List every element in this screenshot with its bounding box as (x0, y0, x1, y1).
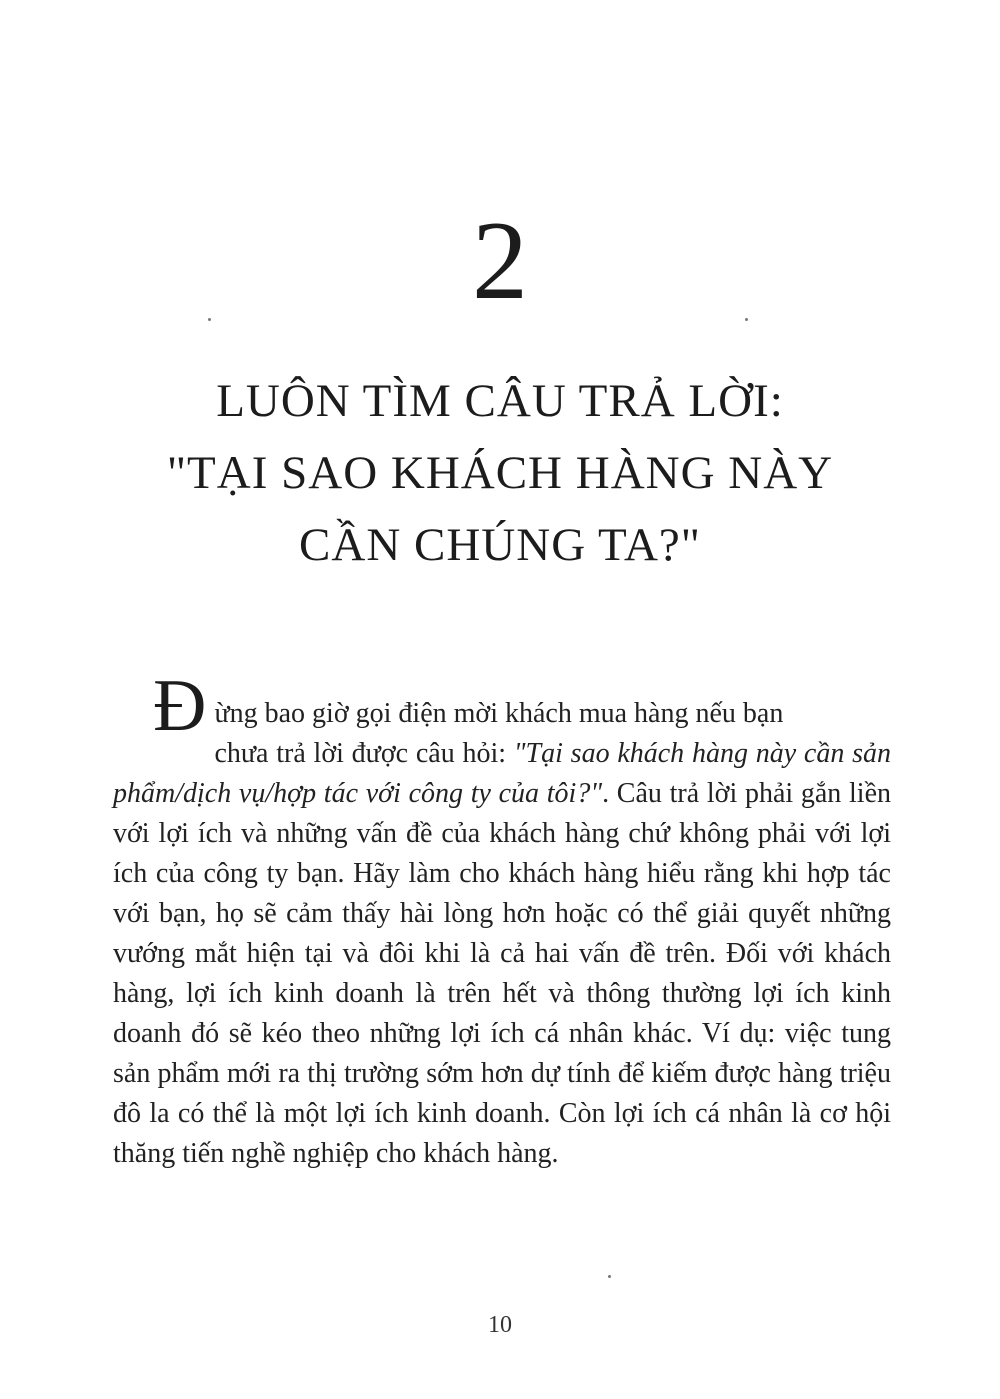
print-speck (208, 318, 211, 321)
chapter-title-line-2: "TẠI SAO KHÁCH HÀNG NÀY (166, 447, 834, 499)
chapter-number: 2 (472, 199, 528, 323)
chapter-title-line-3: CẦN CHÚNG TA?" (299, 519, 701, 571)
chapter-title-line-1: LUÔN TÌM CÂU TRẢ LỜI: (216, 375, 784, 427)
page-number: 10 (488, 1312, 512, 1338)
drop-cap: Đ (153, 665, 207, 747)
print-speck (745, 318, 748, 321)
first-line-text: ừng bao giờ gọi điện mời khách mua hàng nếu bạn (214, 698, 784, 729)
text-after-question: . Câu trả lời phải gắn liền với lợi ích và những vấn đề của khách hàng chứ không phải với lợi ích của công ty bạn. Hãy làm cho khách hàng hiểu rằng khi hợp tác với bạn, họ sẽ cảm thấy hài lòng hơn hoặc có thể giải quyết những vướng mắt hiện tại và đôi khi là cả hai vấn đề trên. Đối với khách hàng, lợi ích kinh doanh là trên hết và thông thường lợi ích kinh doanh đó sẽ kéo theo những lợi ích cá nhân khác. Ví dụ: việc tung sản phẩm mới ra thị trường sớm hơn dự tính để kiếm được hàng triệu đô la có thể là một lợi ích kinh doanh. Còn lợi ích cá nhân là cơ hội thăng tiến nghề nghiệp cho khách hàng. (113, 778, 891, 1169)
body-paragraph (113, 665, 891, 1174)
print-speck (608, 1275, 611, 1278)
text-before-question: chưa trả lời được câu hỏi: (214, 738, 514, 769)
chapter-title (0, 365, 1000, 581)
question-quote: "Tại sao khách hàng này cần sản phẩm/dịch vụ/hợp tác với công ty của tôi?" (113, 738, 891, 809)
